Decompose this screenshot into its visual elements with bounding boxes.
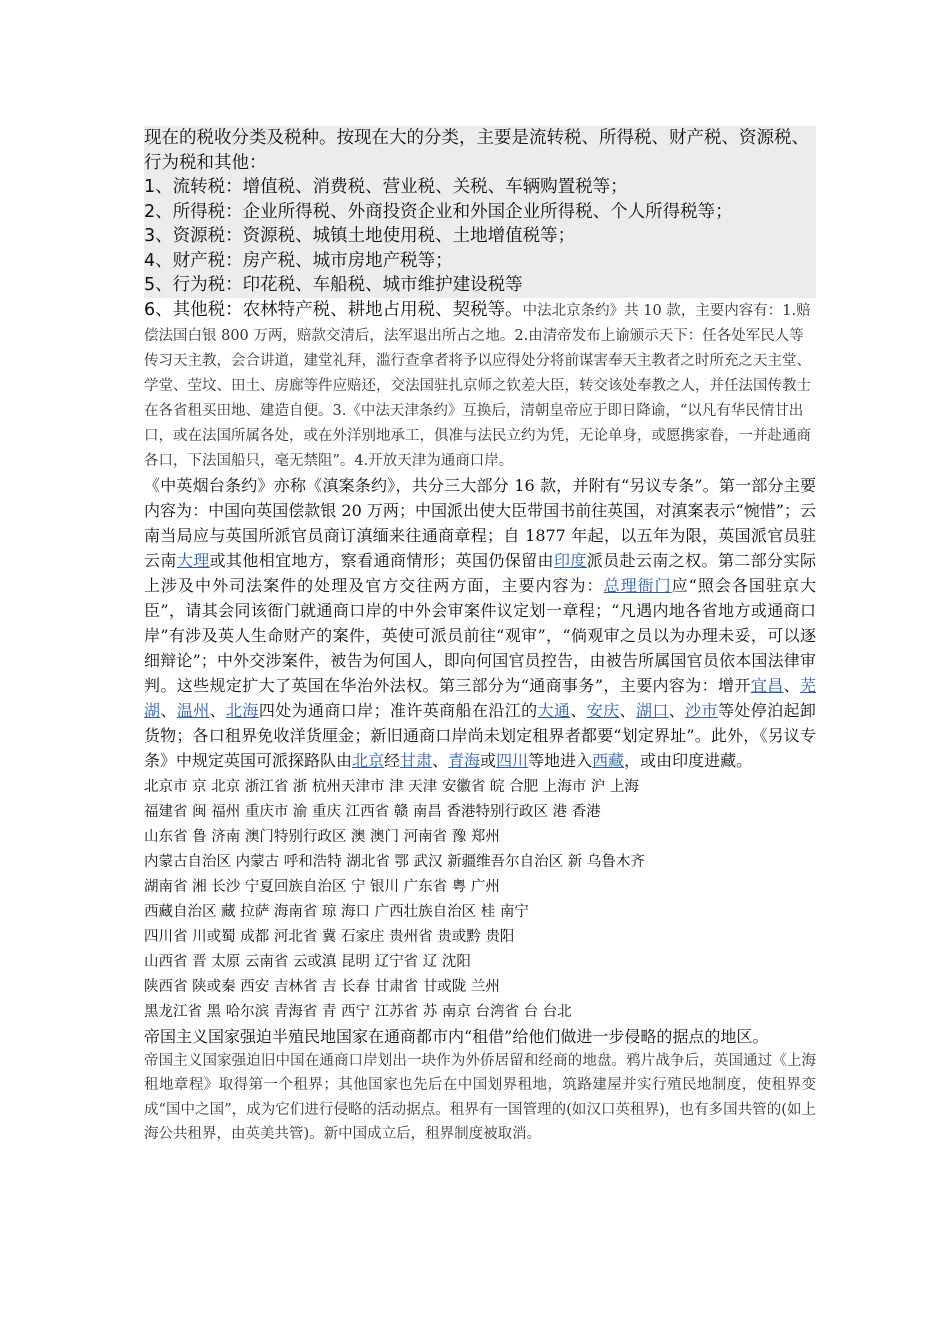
link-gansu[interactable]: 甘肃	[400, 750, 433, 770]
province-list	[144, 775, 816, 1025]
link-beihai[interactable]: 北海	[226, 700, 259, 720]
separator: 、	[160, 700, 177, 720]
tax-item: 2、所得税：企业所得税、外商投资企业和外国企业所得税、个人所得税等；	[144, 201, 733, 222]
link-anqing[interactable]: 安庆	[586, 700, 620, 720]
tax-item-6: 6、其他税：农林特产税、耕地占用税、契税等。	[144, 299, 523, 320]
beijing-treaty-text: 中法北京条约》共 10 款，主要内容有：1.赔偿法国白银 800 万两，赔款交清后，法军退出所占之地。2.由清帝发布上谕颁示天下：任各处军民人等传习天主教，会合讲道，建堂礼拜，滥行查拿者将予以应得处分将前谋害奉天主教者之时所充之天主堂、学堂、茔坟、田土、房廊等件应赔还，交法国驻扎京师之钦差大臣，转交该处奉教之人，并任法国传教士在各省租买田地、建造自便。3.《中法天津条约》互换后，清朝皇帝应于即日降谕，“以凡有华民情甘出口，或在法国所属各处，或在外洋别地承工，俱准与法民立约为凭，无论单身，或愿携家眷，一并赴通商各口，下法国船只，毫无禁阻”。4.开放天津为通商口岸。	[144, 302, 811, 469]
link-datong[interactable]: 大通	[537, 700, 571, 720]
yantai-treaty-paragraph	[144, 473, 816, 773]
yantai-text: 等地进入	[528, 750, 593, 770]
yantai-text: 《中英烟台条约》亦称《滇案条约》，共分三大部分 16 款，并附有“另议专条”。第一部分主要内容为：中国向英国偿款银 20 万两；中国派出使大臣带国书前往英国，对滇案表示“惋惜”；云南当局应与英国所派官员商订滇缅来往通商章程；自 1877 年起，以五年为限，英国派官员驻云南	[144, 475, 816, 570]
separator: 、	[668, 700, 686, 720]
yantai-text: 经	[384, 750, 401, 770]
link-dali[interactable]: 大理	[176, 550, 210, 570]
province-row: 北京市 京 北京 浙江省 浙 杭州天津市 津 天津 安徽省 皖 合肥 上海市 沪 上海	[144, 778, 639, 795]
province-row: 湖南省 湘 长沙 宁夏回族自治区 宁 银川 广东省 粤 广州	[144, 878, 500, 895]
separator: 、	[619, 700, 636, 720]
separator: 、	[570, 700, 587, 720]
link-shashi[interactable]: 沙市	[685, 700, 718, 720]
separator: 、	[432, 750, 449, 770]
yantai-text: 派员赴云南之权。第二部分实际上涉及中外司法案件的处理及官方交往两方面，主要内容为：	[144, 550, 816, 595]
link-sichuan[interactable]: 四川	[496, 750, 529, 770]
province-row: 黑龙江省 黑 哈尔滨 青海省 青 西宁 江苏省 苏 南京 台湾省 台 台北	[144, 1003, 572, 1020]
link-yichang[interactable]: 宜昌	[750, 675, 784, 695]
yantai-text: 等处停泊起卸货物；各口租界免收洋货厘金；新旧通商口岸尚未划定租界者都要“划定界址”。此外，《另议专条》中规定英国可派探路队由	[144, 700, 816, 770]
tax-item: 3、资源税：资源税、城镇土地使用税、土地增值税等；	[144, 226, 576, 246]
link-qinghai[interactable]: 青海	[448, 750, 481, 770]
province-row: 山西省 晋 太原 云南省 云或滇 昆明 辽宁省 辽 沈阳	[144, 953, 471, 970]
tax-item: 5、行为税：印花税、车船税、城市维护建设税等	[144, 275, 523, 295]
yantai-text: ，或由印度进藏。	[624, 750, 753, 770]
link-beijing[interactable]: 北京	[352, 750, 385, 770]
province-row: 山东省 鲁 济南 澳门特别行政区 澳 澳门 河南省 豫 郑州	[144, 828, 500, 845]
tax-classification-block	[144, 126, 816, 298]
province-row: 西藏自治区 藏 拉萨 海南省 琼 海口 广西壮族自治区 桂 南宁	[144, 903, 529, 920]
link-zongli-yamen[interactable]: 总理衙门	[603, 575, 672, 595]
separator: 、	[209, 700, 227, 720]
link-xizang[interactable]: 西藏	[592, 750, 625, 770]
tax-item: 1、流转税：增值税、消费税、营业税、关税、车辆购置税等；	[144, 177, 628, 197]
link-wenzhou[interactable]: 温州	[176, 700, 210, 720]
province-row: 福建省 闽 福州 重庆市 渝 重庆 江西省 赣 南昌 香港特别行政区 港 香港	[144, 803, 601, 820]
yantai-text: 或	[480, 750, 497, 770]
yantai-text: 应“照会各国驻京大臣”，请其会同该衙门就通商口岸的中外会审案件议定划一章程；“凡遇内地各省地方或通商口岸”有涉及英人生命财产的案件，英使可派员前往“观审”，“倘观审之员以为办理未妥，可以逐细辩论”；中外交涉案件，被告为何国人，即向何国官员控告，由被告所属国官员依本国法律审判。这些规定扩大了英国在华治外法权。第三部分为“通商事务”，主要内容为：增开	[144, 575, 816, 695]
tax-intro: 现在的税收分类及税种。按现在大的分类，主要是流转税、所得税、财产税、资源税、行为税和其他：	[144, 128, 809, 173]
yantai-text: 或其他相宜地方，察看通商情形；英国仍保留由	[209, 550, 554, 570]
province-row: 四川省 川或蜀 成都 河北省 冀 石家庄 贵州省 贵或黔 贵阳	[144, 928, 515, 945]
concession-definition: 帝国主义国家强迫半殖民地国家在通商都市内“租借”给他们做进一步侵略的据点的地区。	[144, 1026, 769, 1046]
separator: 、	[783, 675, 800, 695]
province-row: 内蒙古自治区 内蒙古 呼和浩特 湖北省 鄂 武汉 新疆维吾尔自治区 新 乌鲁木齐	[144, 853, 645, 870]
link-india[interactable]: 印度	[553, 550, 587, 570]
document-page	[144, 126, 816, 1147]
link-wuhu[interactable]: 芜湖	[144, 675, 816, 720]
concession-body: 帝国主义国家强迫旧中国在通商口岸划出一块作为外侨居留和经商的地盘。鸦片战争后，英国通过《上海租地章程》取得第一个租界；其他国家也先后在中国划界租地，筑路建屋并实行殖民地制度，使租界变成“国中之国”，成为它们进行侵略的活动据点。租界有一国管理的(如汉口英租界)，也有多国共管的(如上海公共租界，由英美共管)。新中国成立后，租界制度被取消。	[144, 1052, 816, 1142]
tax-item-6-paragraph	[144, 298, 816, 473]
tax-item: 4、财产税：房产税、城市房地产税等；	[144, 250, 453, 271]
province-row: 陕西省 陕或秦 西安 吉林省 吉 长春 甘肃省 甘或陇 兰州	[144, 978, 500, 995]
yantai-text: 四处为通商口岸；准许英商船在沿江的	[258, 700, 538, 720]
link-hukou[interactable]: 湖口	[635, 700, 669, 720]
